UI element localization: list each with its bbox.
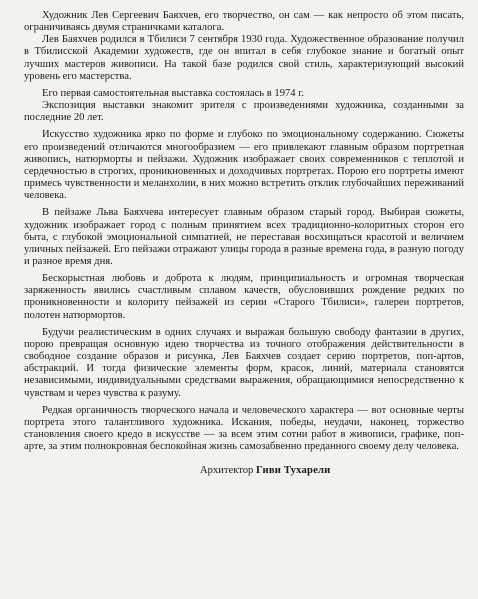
author-name: Гиви Тухарели: [256, 465, 331, 477]
paragraph-realism-and-abstraction: Будучи реалистическим в одних случаях и выражая большую свободу фантазии в других, порою превращая основную идею творчества из точного отображения действительности в свободное создание образов и рисунка, Лев Баяхчев создает серию портретов, поп-артов, абстракций. И тогда физические элементы форм, красок, линий, материала становятся независимыми, индивидуальными средствами выражения, обращающимися непосредственно к чувствам и через чувства к разуму.: [24, 326, 464, 399]
author-role: Архитектор: [200, 465, 254, 477]
paragraph-conclusion: Редкая органичность творческого начала и человеческого характера — вот основные черты портрета этого талантливого художника. Искания, победы, неудачи, наконец, торжество становления своего кредо в искусстве — за всем этим сотни работ в живописи, графике, поп-арте, за этим полнокровная беспокойная жизнь самозабвенно преданного своему делу человека.: [24, 404, 464, 453]
paragraph-landscapes: В пейзаже Льва Баяхчева интересует главным образом старый город. Выбирая сюжеты, художник изображает город с полным принятием всех традиционно-колоритных сторон его быта, с глубокой эмоциональной симпатией, не переставая восхищаться красотой и величием уличных пейзажей. Его пейзажи отражают улицы города в разные времена года, в разную погоду и разное время дня.: [24, 207, 464, 267]
paragraph-art-description: Искусство художника ярко по форме и глубоко по эмоциональному содержанию. Сюжеты его произведений отличаются многообразием — его привлекают главным образом портретная живопись, натюрморты и пейзажи. Художник изображает своих современников с теплотой и сердечностью в строгих, проникновенных и доходчивых портретах. Порою его портреты имеют примесь чувственности и меланхолии, в них можно встретить отклик глубочайших переживаний человека.: [24, 129, 464, 202]
paragraph-qualities: Бескорыстная любовь и доброта к людям, принципиальность и огромная творческая заряженность явились счастливым сплавом качеств, обусловивших рождение редких по проникновенности и колориту пейзажей из серии «Старого Тбилиси», галереи портретов, полотен натюрмортов.: [24, 273, 464, 321]
paragraph-first-exhibition: Его первая самостоятельная выставка состоялась в 1974 г.: [42, 87, 305, 99]
paragraph-exposition: Экспозиция выставки знакомит зрителя с произведениями художника, созданными за последние 20 лет.: [24, 100, 464, 124]
catalog-text-page: [24, 10, 464, 590]
paragraph-intro: Художник Лев Сергеевич Баяхчев, его творчество, он сам — как непросто об этом писать, ограничиваясь двумя страничками каталога.: [24, 10, 464, 34]
author-signature: [24, 465, 464, 477]
paragraph-biography: Лев Баяхчев родился в Тбилиси 7 сентября 1930 года. Художественное образование получил в Тбилисской Академии художеств, где он впитал в себя глубокое знание и богатый опыт лучших мастеров живописи. На такой базе родился свой стиль, характеризующий высокий уровень его мастерства.: [24, 34, 464, 82]
